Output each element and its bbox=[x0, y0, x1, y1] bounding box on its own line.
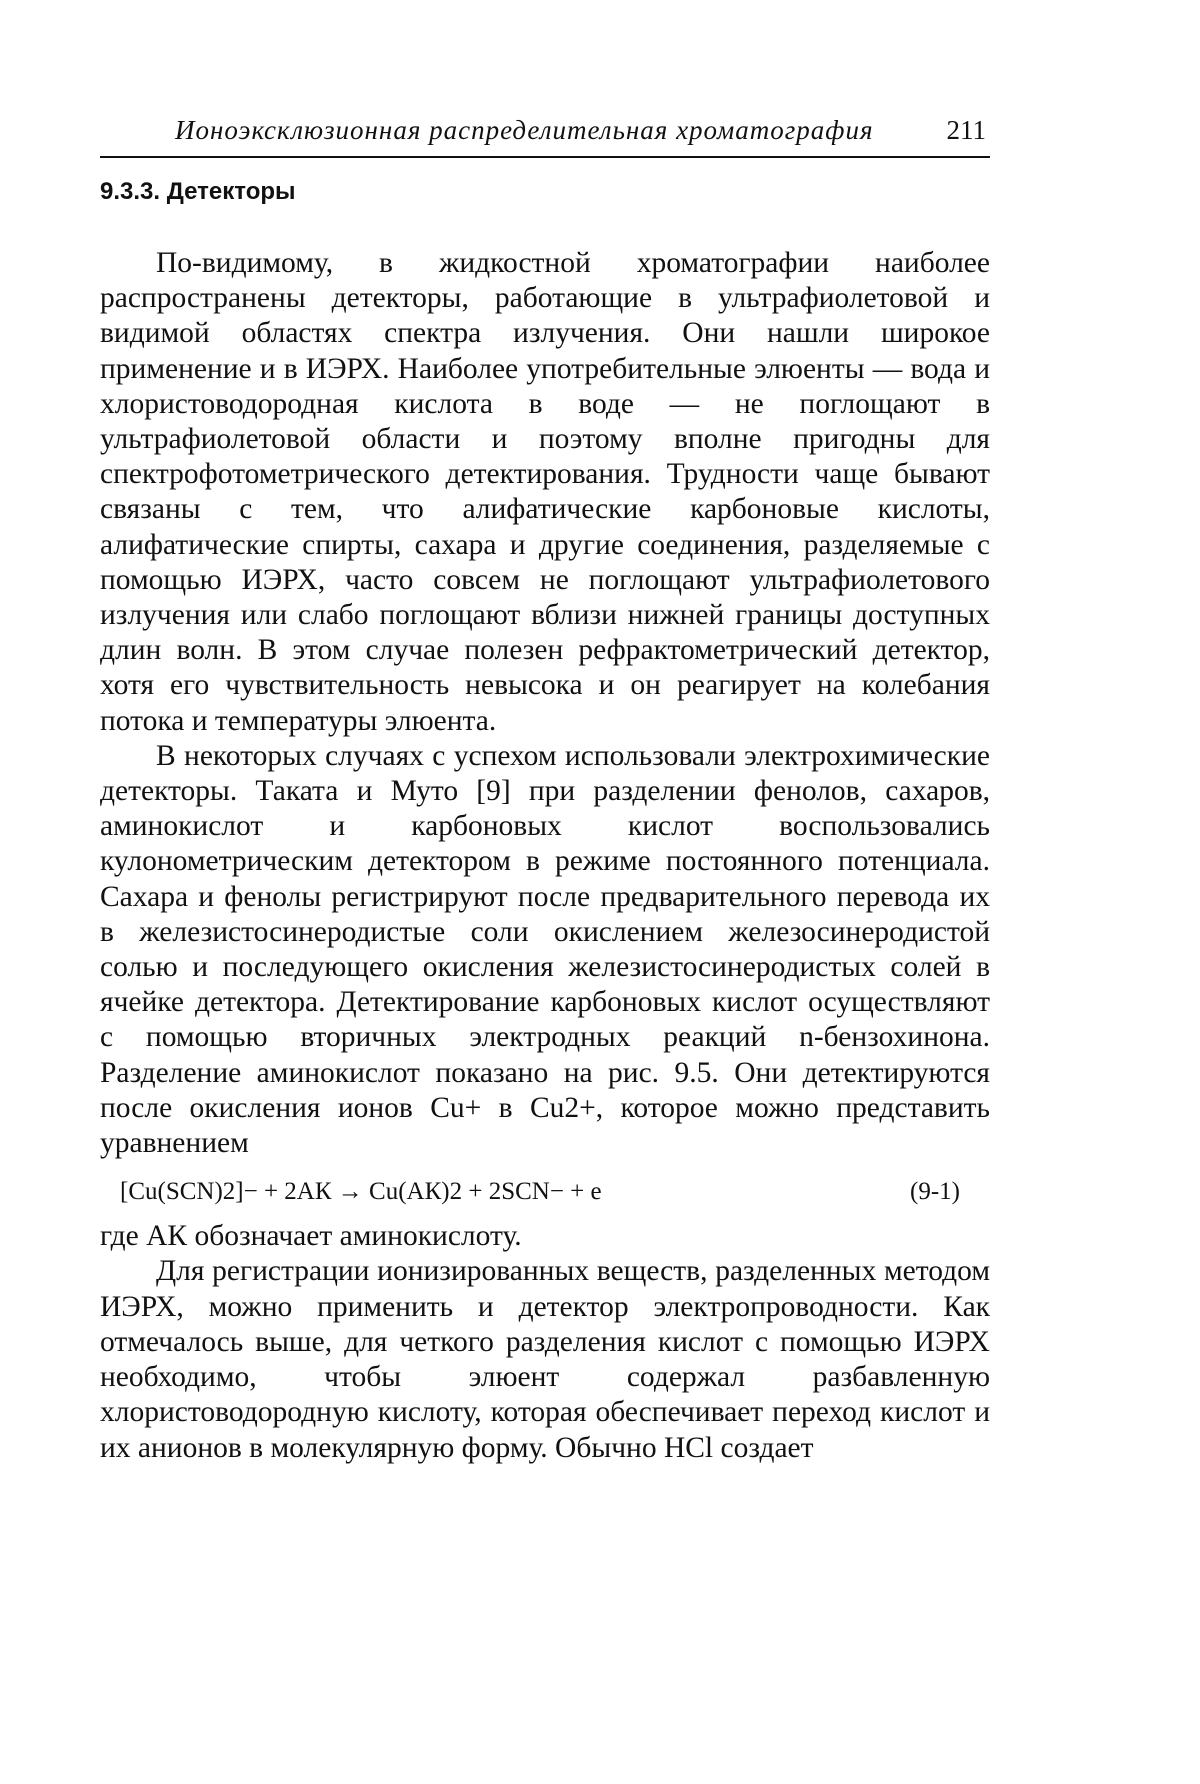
running-title: Ионоэксклюзионная распределительная хроматография bbox=[175, 115, 874, 145]
paragraph-uv-detectors: По-видимому, в жидкостной хроматографии наиболее распространены детекторы, работающие в ультрафиолетовой и видимой областях спектра излучения. Они нашли широкое применение и в ИЭРХ. Наиболее употребительные элюенты — вода и хлористоводородная кислота в воде — не поглощают в ультрафиолетовой области и поэтому вполне пригодны для спектрофотометрического детектирования. Трудности чаще бывают связаны с тем, что алифатические карбоновые кислоты, алифатические спирты, сахара и другие соединения, разделяемые с помощью ИЭРХ, часто совсем не поглощают ультрафиолетового излучения или слабо поглощают вблизи нижней границы доступных длин волн. В этом случае полезен рефрактометрический детектор, хотя его чувствительность невысока и он реагирует на колебания потока и температуры элюента. bbox=[100, 247, 990, 737]
equation-number: (9-1) bbox=[910, 1178, 960, 1206]
page-number: 211 bbox=[946, 115, 986, 145]
paragraph-conductivity-detector: Для регистрации ионизированных веществ, разделенных методом ИЭРХ, можно применить и детектор электропроводности. Как отмечалось выше, для четкого разделения кислот с помощью ИЭРХ необходимо, чтобы элюент содержал разбавленную хлористоводородную кислоту, которая обеспечивает переход кислот и их анионов в молекулярную форму. Обычно HCl создает bbox=[100, 1255, 990, 1464]
equation-9-1 bbox=[100, 1171, 990, 1213]
paragraph-electrochemical-detectors: В некоторых случаях с успехом использовали электрохимические детекторы. Таката и Муто [9] при разделении фенолов, сахаров, аминокислот и карбоновых кислот воспользовались кулонометрическим детектором в режиме постоянного потенциала. Сахара и фенолы регистрируют после предварительного перевода их в железистосинеродистые соли окислением железосинеродистой солью и последующего окисления железистосинеродистых солей в ячейке детектора. Детектирование карбоновых кислот осуществляют с помощью вторичных электродных реакций n-бензохинона. Разделение аминокислот показано на рис. 9.5. Они детектируются после окисления ионов Cu+ в Cu2+, которое можно представить уравнением bbox=[100, 739, 990, 1160]
equation-explanation: где АК обозначает аминокислоту. bbox=[100, 1220, 522, 1253]
book-page bbox=[100, 110, 990, 1466]
section-heading: 9.3.3. Детекторы bbox=[100, 178, 296, 205]
running-header bbox=[100, 110, 990, 158]
body-text bbox=[100, 246, 990, 1466]
equation-expression: [Cu(SCN)2]− + 2АК → Cu(АК)2 + 2SCN− + e bbox=[120, 1178, 602, 1206]
